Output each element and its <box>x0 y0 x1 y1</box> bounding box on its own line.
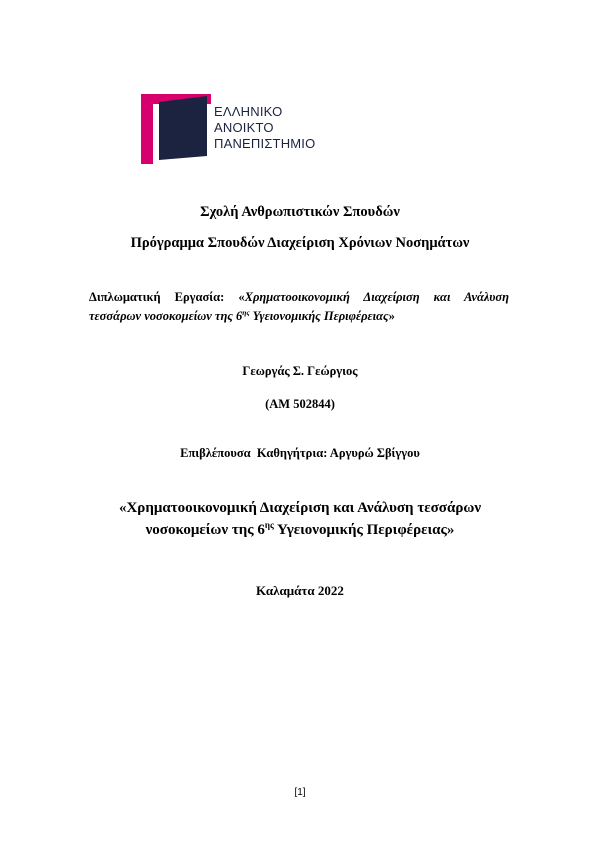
main-title-line-1: «Χρηματοοικονομική Διαχείριση και Ανάλυση τεσσάρων <box>118 500 482 516</box>
thesis-label-line-2 <box>89 304 509 328</box>
main-title-sup: ης <box>264 520 274 530</box>
thesis-title-part-1: Χρηματοοικονομική Διαχείριση και Ανάλυση <box>244 290 509 304</box>
thesis-title-part-2a: τεσσάρων νοσοκομείων της 6 <box>89 309 243 323</box>
logo-text <box>214 104 315 152</box>
main-title-line-2b: Υγειονομικής Περιφέρειας» <box>273 522 455 538</box>
school-name: Σχολή Ανθρωπιστικών Σπουδών <box>200 204 400 220</box>
supervisor: Επιβλέπουσα Καθηγήτρια: Αργυρώ Σβίγγου <box>180 446 420 460</box>
logo-line-1: ΕΛΛΗΝΙΚΟ <box>214 104 283 119</box>
thesis-suffix: » <box>388 309 395 323</box>
thesis-title-part-2b: Υγειονομικής Περιφέρειας <box>249 309 389 323</box>
page-number: [1] <box>294 787 306 798</box>
student-id: (ΑΜ 502844) <box>265 397 335 411</box>
logo-line-3: ΠΑΝΕΠΙΣΤΗΜΙΟ <box>214 136 316 151</box>
main-title-line-2 <box>0 522 600 539</box>
logo-line-2: ΑΝΟΙΚΤΟ <box>214 120 274 135</box>
program-name: Πρόγραμμα Σπουδών Διαχείριση Χρόνιων Νοσημάτων <box>130 235 470 251</box>
university-logo <box>141 94 331 166</box>
thesis-prefix: Διπλωματική Εργασία: « <box>89 290 245 304</box>
author-name: Γεωργάς Σ. Γεώργιος <box>242 364 358 378</box>
university-logo-icon <box>141 94 211 164</box>
main-title-line-2a: νοσοκομείων της 6 <box>145 522 265 538</box>
place-year: Καλαμάτα 2022 <box>256 583 344 598</box>
thesis-title-sup: ης <box>242 307 250 317</box>
